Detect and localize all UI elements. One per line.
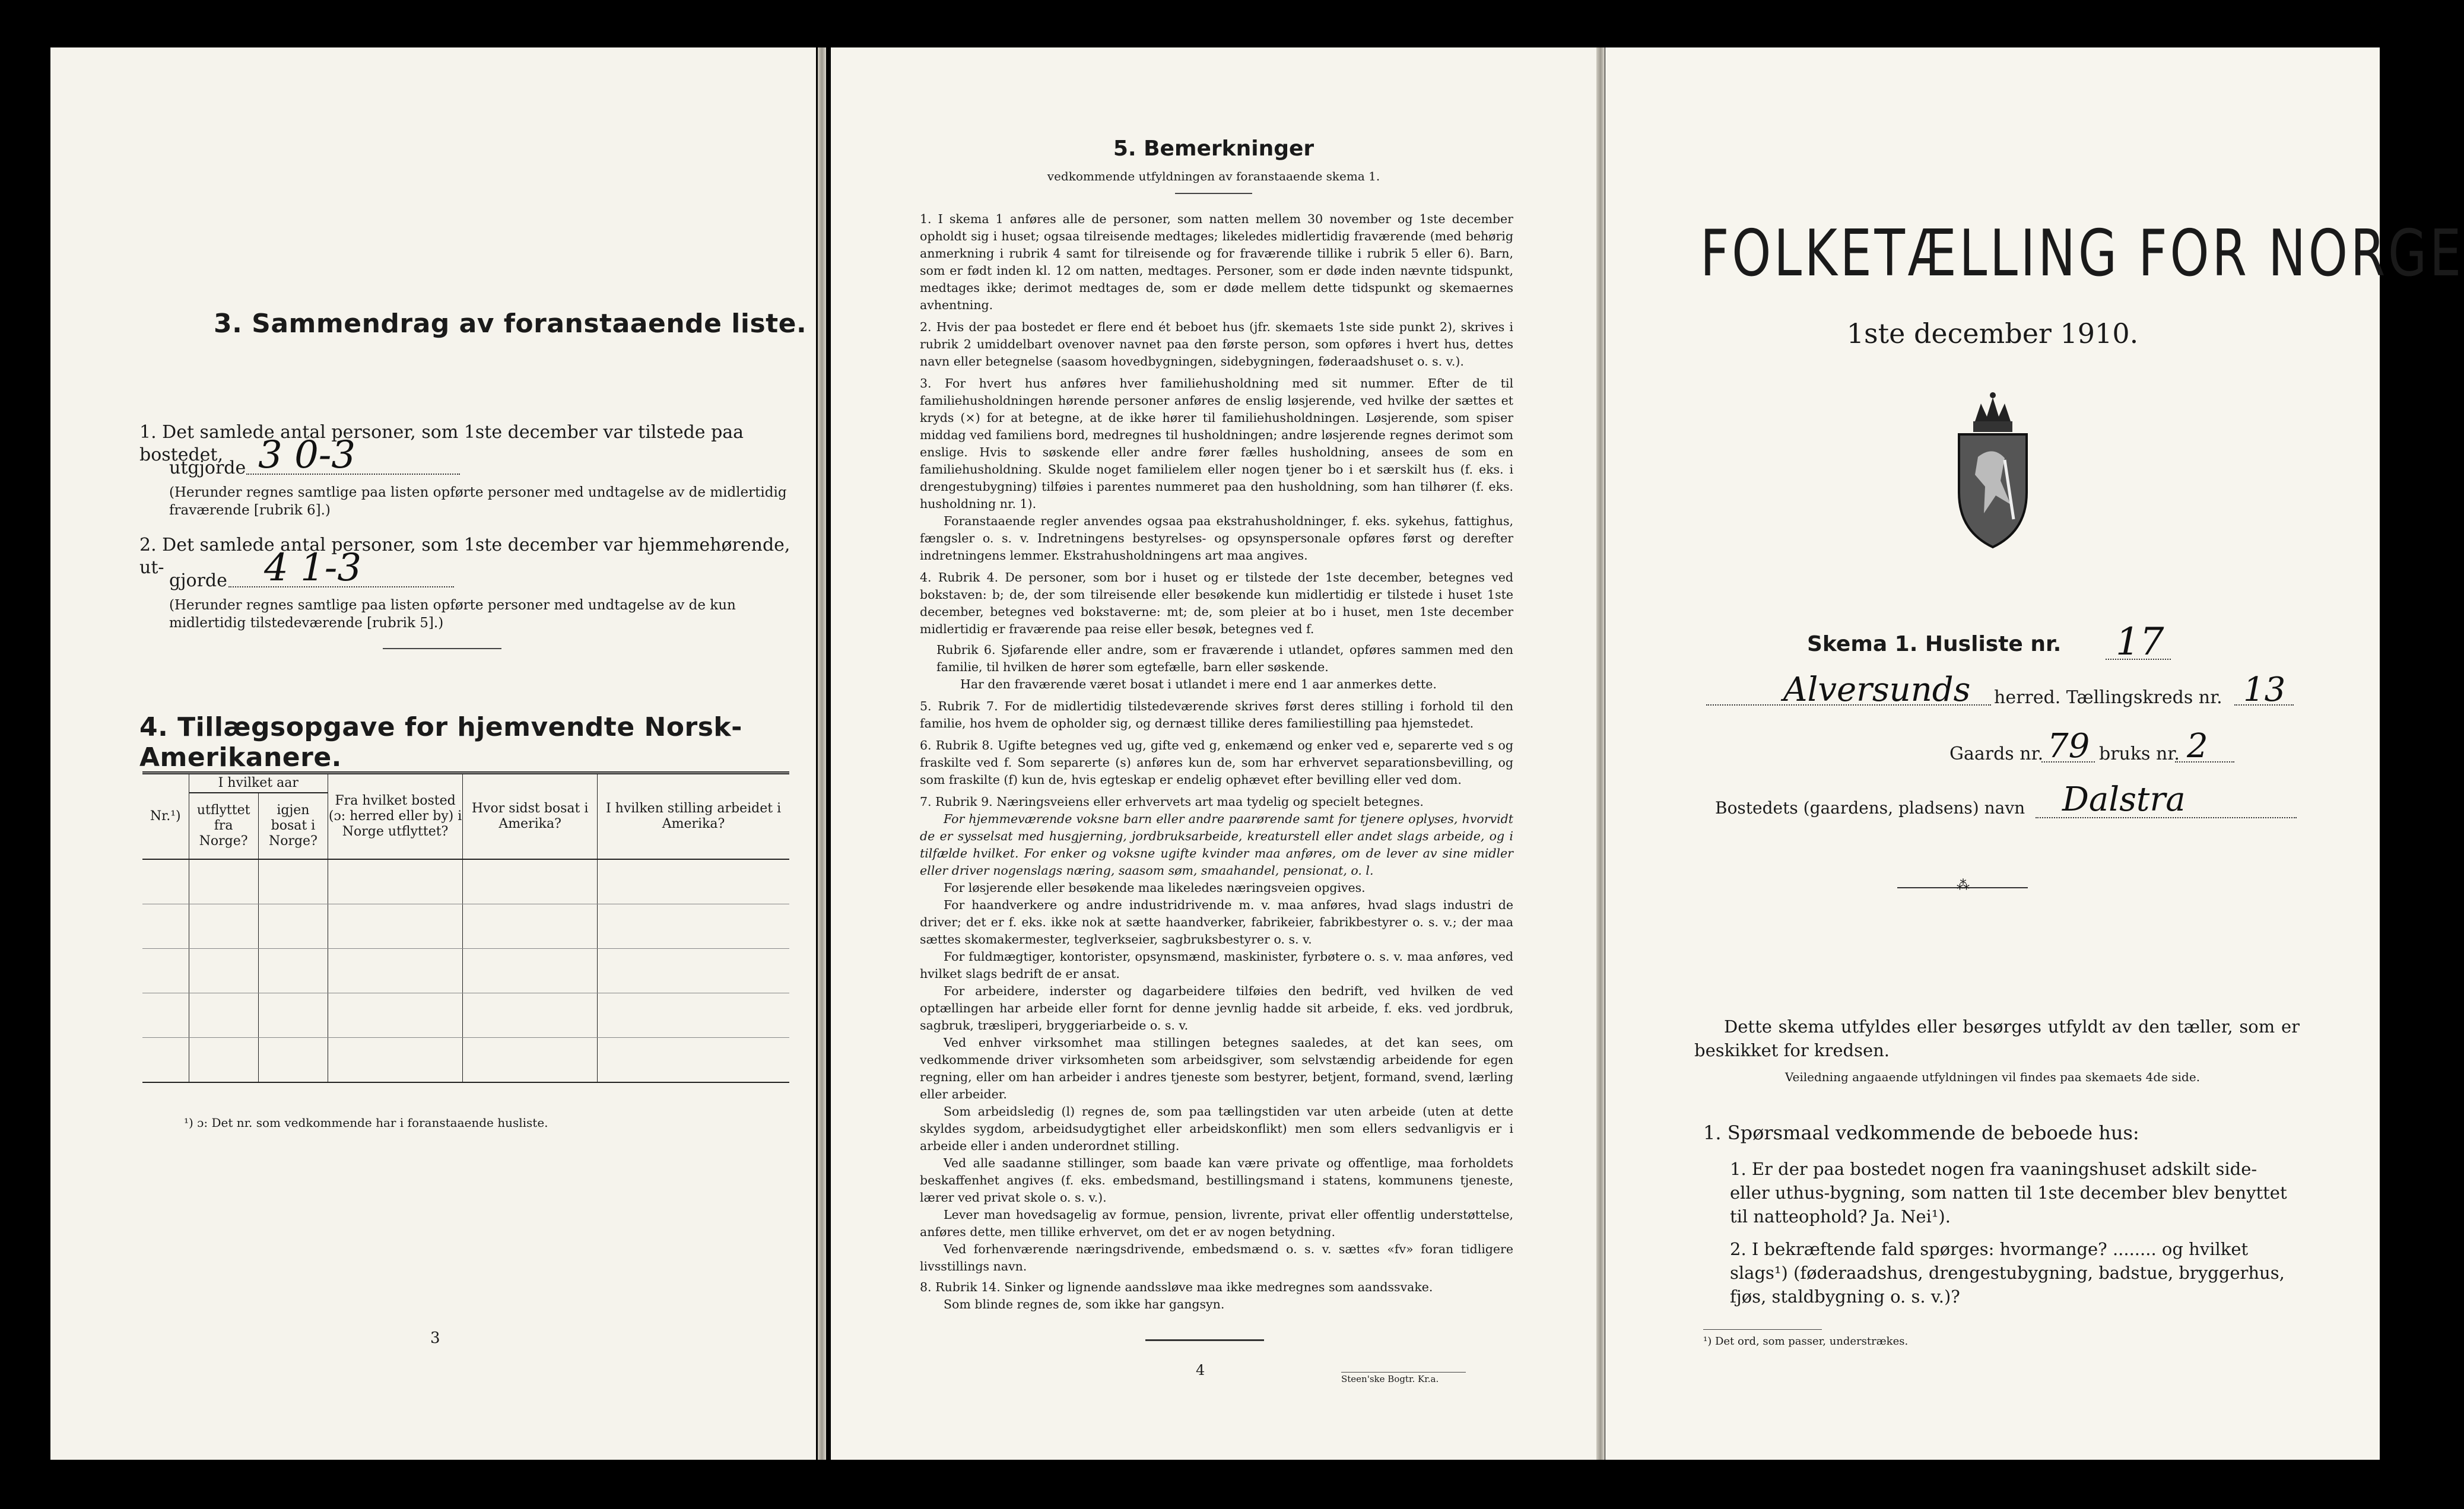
divider: [1175, 193, 1252, 194]
paragraph: Ved enhver virksomhet maa stillingen betegnes saaledes, at det kan sees, om vedkommende driver virksomheten som arbeidsgiver, som selvstændig arbeidende for egen regning, eller om han arbeider i andres tjeneste som bestyrer, betjent, formand, svend, lærling eller arbeider.: [920, 1035, 1513, 1101]
paragraph: 6. Rubrik 8. Ugifte betegnes ved ug, gifte ved g, enkemænd og enker ved e, separerte ved s og fraskilte ved f. Som separerte (s) anføres kun de, som har erhvervet separationsbevilling, og som fraskilte (f) kun de, hvis egteskap er endelig ophævet efter bevilling eller ved dom.: [920, 738, 1513, 787]
instruction-text: Dette skema utfyldes eller besørges utfyldt av den tæller, som er beskikket for kredsen.: [1694, 1016, 2300, 1060]
question-2: 2. I bekræftende fald spørges: hvormange? ........ og hvilket slags¹) (føderaadshus, drengestubygning, badstue, bryggerhus, fjøs, staldbygning o. s. v.)?: [1730, 1239, 2285, 1307]
page-number-3: 3: [430, 1329, 440, 1347]
table-row: [142, 993, 789, 1038]
bosted-label: Bostedets (gaardens, pladsens) navn: [1715, 798, 2025, 818]
item1-text: 1. Det samlede antal personer, som 1ste december var tilstede paa bostedet,: [139, 422, 744, 465]
col-stilling: I hvilken stilling arbeidet i Amerika?: [598, 773, 789, 860]
right-footnote: ¹) Det ord, som passer, understrækes.: [1703, 1335, 1909, 1348]
instruction-note: Veiledning angaaende utfyldningen vil findes paa skemaets 4de side.: [1785, 1070, 2201, 1084]
page-number-4: 4: [1196, 1362, 1205, 1378]
paragraph: For arbeidere, inderster og dagarbeidere tilføies den bedrift, ved hvilken de ved optællingen har arbeide eller fornt for denne jevnlig hadde sit arbeide, f. eks. ved jordbruk, sagbruk, træsliperi, bryggeriarbeide o. s. v.: [920, 984, 1513, 1033]
paragraph: 4. Rubrik 4. De personer, som bor i huset og er tilstede der 1ste december, betegnes ved bokstaven: b; de, der som tilreisende eller besøkende kun midlertidig er tilstede i huset 1ste december, betegnes ved bokstaverne: mt; de, som pleier at bo i huset, men 1ste december midlertidig er fraværende paa reise eller besøk, betegnes ved f.: [920, 570, 1513, 636]
paragraph: For fuldmægtiger, kontorister, opsynsmænd, maskinister, fyrbøtere o. s. v. maa anføres, ved hvilket slags bedrift de er ansat.: [920, 949, 1513, 981]
herred-label: herred. Tællingskreds nr.: [1994, 687, 2222, 708]
page-right: [1605, 47, 2464, 1460]
col-fra: Fra hvilket bosted (ɔ: herred eller by) i Norge utflyttet?: [328, 773, 463, 860]
section-3-title: 3. Sammendrag av foranstaaende liste.: [214, 309, 807, 339]
paragraph: Rubrik 6. Sjøfarende eller andre, som er fraværende i utlandet, opføres sammen med den familie, til hvilken de hører som egtefælle, barn eller søskende.: [936, 643, 1513, 674]
paragraph: For hjemmeværende voksne barn eller andre paarørende samt for tjenere oplyses, hvorvidt de er sysselsat med husgjerning, jordbruksarbeide, kreaturstell eller andet slags arbeide, og i tilfælde hvilket. For enker og voksne ugifte kvinder maa anføres, om de lever av sine midler eller driver nogenslags næring, saasom søm, smaahandel, pensionat, o. l.: [920, 812, 1513, 878]
paragraph: Ved forhenværende næringsdrivende, embedsmænd o. s. v. sættes «fv» foran tidligere livsstillings navn.: [920, 1242, 1513, 1273]
paragraph: For løsjerende eller besøkende maa likeledes næringsveien opgives.: [944, 881, 1366, 895]
paragraph: Som blinde regnes de, som ikke har gangsyn.: [944, 1297, 1225, 1311]
item1-handwritten-value: 3 0-3: [258, 433, 356, 477]
table-row: [142, 904, 789, 949]
section-4-title: 4. Tillægsopgave for hjemvendte Norsk-Amerikanere.: [139, 712, 742, 773]
table-row: [142, 859, 789, 904]
bruks-label: bruks nr.: [2099, 744, 2180, 764]
table-footnote: ¹) ɔ: Det nr. som vedkommende har i foranstaaende husliste.: [184, 1116, 548, 1130]
divider: [1145, 1339, 1264, 1341]
question-1: 1. Er der paa bostedet nogen fra vaaningshuset adskilt side- eller uthus-bygning, som natten til 1ste december blev benyttet til natteophold? Ja. Nei¹).: [1730, 1159, 2287, 1227]
item2-handwritten-value: 4 1-3: [264, 546, 362, 590]
item2-text: 2. Det samlede antal personer, som 1ste december var hjemmehørende, ut-: [139, 535, 790, 578]
paragraph: Foranstaaende regler anvendes ogsaa paa ekstrahusholdninger, f. eks. sykehus, fattighus, fængsler o. s. v. Indretningens bestyrelses- og opsynspersonale opføres først og derefter indretningens lemmer. Ekstrahusholdningens art maa angives.: [920, 514, 1513, 563]
paragraph: Ved alle saadanne stillinger, som baade kan være private og offentlige, maa forholdets beskaffenhet angives (f. eks. embedsmand, bestillingsmand i statens, kommunens tjeneste, lærer ved privat skole o. s. v.).: [920, 1156, 1513, 1205]
paragraph: 1. I skema 1 anføres alle de personer, som natten mellem 30 november og 1ste december opholdt sig i huset; ogsaa tilreisende medtages; likeledes midlertidig fraværende (med behørig anmerkning i rubrik 4 samt for tilreisende og for fraværende tillike i rubrik 5 eller 6). Barn, som er født inden kl. 12 om natten, medtages. Personer, som er døde inden nævnte tidspunkt, medtages ikke; derimot medtages de, som er døde mellem dette tidspunkt og skemaernes avhentning.: [920, 212, 1513, 312]
page-left: [50, 47, 816, 1460]
kreds-nr-handwritten: 13: [2243, 671, 2286, 709]
questions-header: 1. Spørsmaal vedkommende de beboede hus:: [1703, 1122, 2139, 1144]
ornament-icon: ⁂: [1957, 878, 1970, 893]
skema-label: Skema 1. Husliste nr.: [1807, 632, 2062, 656]
norsk-amerikanere-table: [142, 771, 789, 1083]
item1-note: (Herunder regnes samtlige paa listen opførte personer med undtagelse av de midlertidig fraværende [rubrik 6].): [169, 485, 787, 518]
paragraph: Har den fraværende været bosat i utlandet i mere end 1 aar anmerkes dette.: [960, 677, 1437, 691]
bruks-nr-handwritten: 2: [2187, 727, 2208, 765]
herred-handwritten: Alversunds: [1783, 671, 1971, 709]
gaards-nr-handwritten: 79: [2047, 727, 2090, 765]
paragraph: For haandverkere og andre industridrivende m. v. maa anføres, hvad slags industri de driver; det er f. eks. ikke nok at sætte haandverker, fabrikeier, fabrikbestyrer o. s. v.; der maa sættes skomakermester, teglverkseier, sagbruksbestyrer o. s. v.: [920, 898, 1513, 946]
divider: [383, 648, 501, 649]
page-middle: [831, 47, 1596, 1460]
col-igjen: igjen bosat i Norge?: [258, 793, 328, 859]
divider: [1703, 1329, 1822, 1330]
paragraph: Lever man hovedsagelig av formue, pension, livrente, privat eller offentlig understøttelse, anføres dette, men tillike erhvervet, om det er av nogen betydning.: [920, 1208, 1513, 1239]
paragraph: 8. Rubrik 14. Sinker og lignende aandssløve maa ikke medregnes som aandssvake.: [920, 1280, 1433, 1294]
paragraph: 5. Rubrik 7. For de midlertidig tilstedeværende skrives først deres stilling i forhold til den familie, hos hvem de opholder sig, og dernæst tillike deres familiestilling paa hjemstedet.: [920, 699, 1513, 730]
item1-utgjorde-label: utgjorde: [169, 458, 246, 478]
item2-note: (Herunder regnes samtlige paa listen opførte personer med undtagelse av de kun midlertidig tilstedeværende [rubrik 5].): [169, 598, 736, 631]
bemerkninger-title: 5. Bemerkninger: [1113, 136, 1314, 161]
col-group-year: I hvilket aar: [189, 773, 328, 793]
paragraph: 2. Hvis der paa bostedet er flere end ét beboet hus (jfr. skemaets 1ste side punkt 2), skrives i rubrik 2 umiddelbart ovenover navnet paa den første person, som opføres i hvert hus, dettes navn eller betegnelse (saasom hovedbygningen, sidebygningen, føderaadshuset o. s. v.).: [920, 320, 1513, 368]
paragraph: Som arbeidsledig (l) regnes de, som paa tællingstiden var uten arbeide (uten at dette skyldes sygdom, arbeidsudygtighet eller arbeidskonflikt) men som ellers sedvanligvis er i arbeide eller i anden underordnet stilling.: [920, 1104, 1513, 1153]
census-title: FOLKETÆLLING FOR NORGE: [1700, 217, 2464, 291]
table-row: [142, 949, 789, 993]
gutter-left: [818, 47, 826, 1460]
item2-gjorde-label: gjorde: [169, 570, 227, 591]
norwegian-coat-of-arms-icon: [1948, 392, 2037, 552]
bosted-handwritten: Dalstra: [2062, 780, 2186, 819]
col-hvor: Hvor sidst bosat i Amerika?: [463, 773, 598, 860]
gaards-label: Gaards nr.: [1949, 744, 2044, 764]
paragraph: 3. For hvert hus anføres hver familiehusholdning med sit nummer. Efter de til familiehusholdningen hørende personer anføres de enslig løsjerende, ved hvilke der sættes et kryds (×) for at betegne, at de ikke hører til familiehusholdningen. Løsjerende, som spiser middag ved familiens bord, medregnes til husholdningen; andre løsjerende regnes derimot som enslige. Hvis to søskende eller andre fører fælles husholdning, ansees de som en familiehusholdning. Skulde noget familielem eller nogen tjener bo i et særskilt hus (f. eks. i drengestubygning) tilføies i parentes nummeret paa den husholdning, som han tilhører (f. eks. husholdning nr. 1).: [920, 376, 1513, 511]
col-nr: Nr.¹): [142, 773, 189, 860]
gutter-right: [1596, 47, 1605, 1460]
bemerkninger-subtitle: vedkommende utfyldningen av foranstaaende skema 1.: [1047, 169, 1380, 183]
census-date: 1ste december 1910.: [1846, 317, 2139, 350]
printer-imprint: Steen'ske Bogtr. Kr.a.: [1341, 1372, 1466, 1384]
col-utflyttet: utflyttet fra Norge?: [189, 793, 258, 859]
paragraph: 7. Rubrik 9. Næringsveiens eller erhvervets art maa tydelig og specielt betegnes.: [920, 795, 1424, 809]
husliste-nr-handwritten: 17: [2116, 620, 2164, 664]
bemerkninger-body: [920, 211, 1513, 1313]
table-row: [142, 1038, 789, 1083]
